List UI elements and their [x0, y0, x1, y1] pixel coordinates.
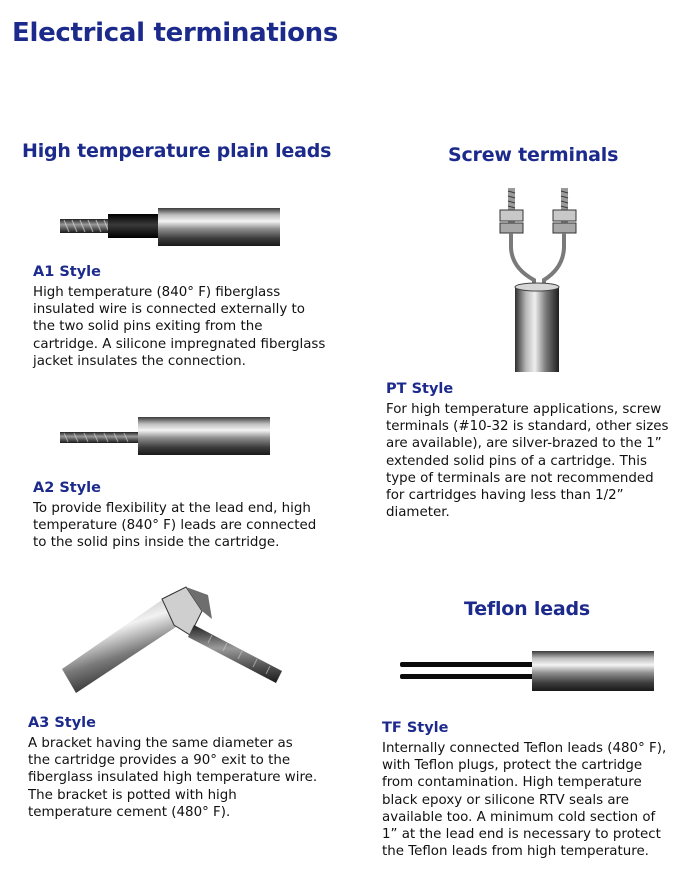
- a2-style-title: A2 Style: [33, 480, 101, 496]
- a1-style-image: [60, 200, 285, 255]
- pt-style-image: [488, 188, 598, 373]
- screw-terminals-heading: Screw terminals: [448, 144, 619, 166]
- a3-style-description: A bracket having the same diameter as the cartridge provides a 90° exit to the fiberglass insulated high temperature wire. The bracket is potted with high temperature cement (480° F).: [28, 736, 318, 820]
- tf-style-title: TF Style: [382, 720, 449, 736]
- pt-style-description: For high temperature applications, screw terminals (#10-32 is standard, other sizes are available), are silver-brazed to the 1” extended solid pins of a cartridge. This type of terminals are not recommended for cartridges having less than 1/2” diameter.: [386, 402, 669, 521]
- a1-style-description: High temperature (840° F) fiberglass insulated wire is connected externally to the two solid pins exiting from the cartridge. A silicone impregnated fiberglass jacket insulates the connection.: [33, 285, 326, 369]
- a2-style-image: [60, 415, 275, 460]
- tf-style-image: [396, 648, 658, 696]
- a3-style-title: A3 Style: [28, 715, 96, 731]
- a1-style-title: A1 Style: [33, 264, 101, 280]
- plain-leads-heading: High temperature plain leads: [22, 140, 332, 162]
- tf-style-description: Internally connected Teflon leads (480° F), with Teflon plugs, protect the cartridge from contamination. High temperature black epoxy or silicone RTV seals are available too. A minimum cold section of 1” at the lead end is necessary to protect the Teflon leads from high temperature.: [382, 741, 667, 860]
- teflon-leads-heading: Teflon leads: [464, 598, 591, 620]
- a2-style-description: To provide flexibility at the lead end, high temperature (840° F) leads are connected to the solid pins inside the cartridge.: [33, 501, 317, 551]
- page-title: Electrical terminations: [12, 18, 339, 48]
- pt-style-title: PT Style: [386, 381, 454, 397]
- a3-style-image: [62, 585, 282, 695]
